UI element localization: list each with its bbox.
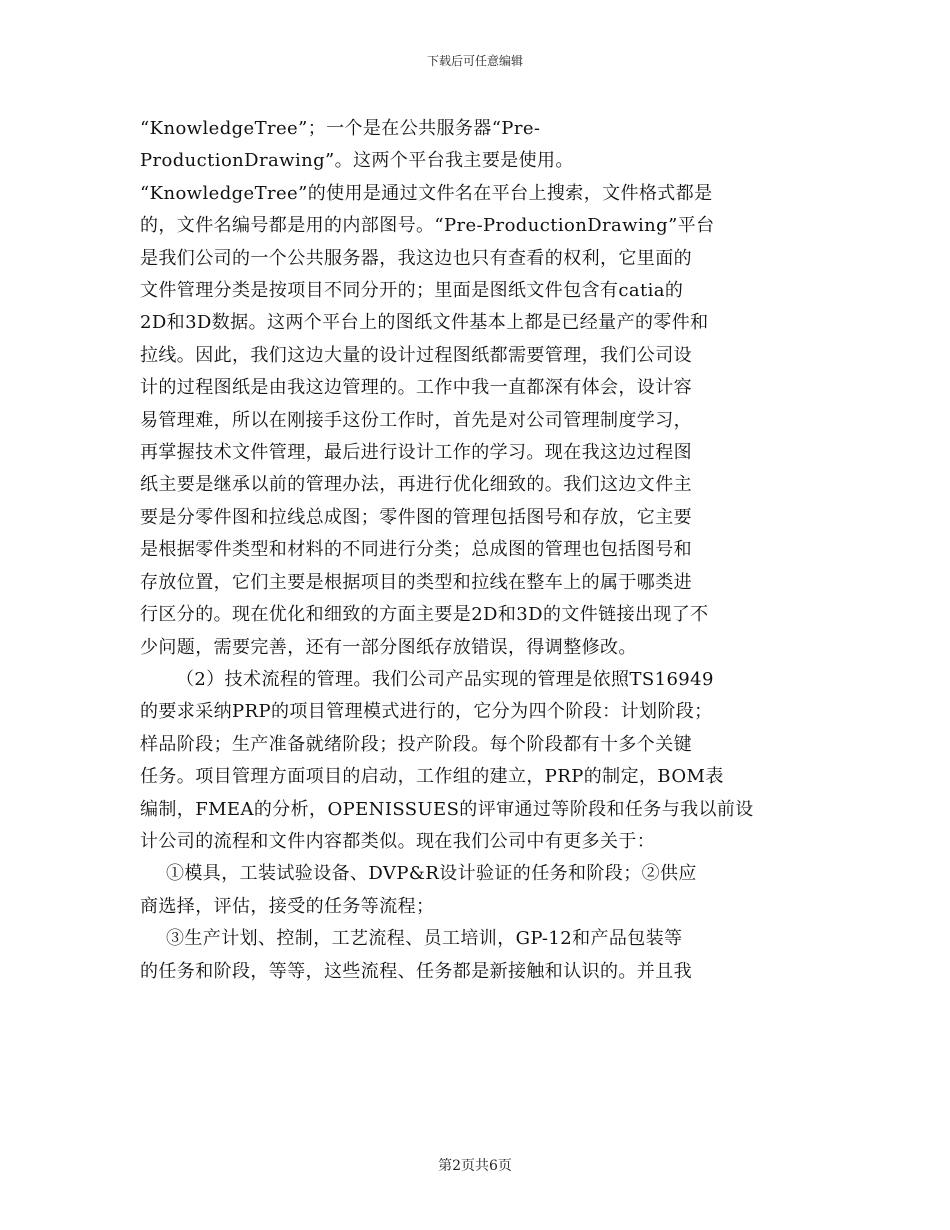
body-line: ①模具，工装试验设备、DVP&R设计验证的任务和阶段；②供应 — [166, 863, 697, 885]
body-line: 易管理难，所以在刚接手这份工作时，首先是对公司管理制度学习， — [140, 409, 692, 431]
page-header: 下载后可任意编辑 — [426, 54, 523, 68]
body-line: 少问题，需要完善，还有一部分图纸存放错误，得调整修改。 — [140, 636, 637, 658]
body-line: 编制，FMEA的分析，OPENISSUES的评审通过等阶段和任务与我以前设 — [140, 798, 754, 820]
body-line: 的任务和阶段，等等，这些流程、任务都是新接触和认识的。并且我 — [140, 960, 692, 982]
body-line: 是根据零件类型和材料的不同进行分类；总成图的管理也包括图号和 — [140, 539, 692, 561]
body-line: 纸主要是继承以前的管理办法，再进行优化细致的。我们这边文件主 — [140, 474, 692, 496]
body-line: 文件管理分类是按项目不同分开的；里面是图纸文件包含有catia的 — [140, 280, 684, 302]
body-line: 要是分零件图和拉线总成图；零件图的管理包括图号和存放，它主要 — [140, 506, 692, 528]
document-body — [140, 113, 812, 988]
body-line: ③生产计划、控制，工艺流程、员工培训，GP-12和产品包装等 — [166, 928, 683, 950]
body-line: 再掌握技术文件管理，最后进行设计工作的学习。现在我这边过程图 — [140, 442, 692, 464]
body-line: 的，文件名编号都是用的内部图号。“Pre-ProductionDrawing”平台 — [140, 215, 715, 237]
body-line: 是我们公司的一个公共服务器，我这边也只有查看的权利，它里面的 — [140, 247, 692, 269]
body-line: 存放位置，它们主要是根据项目的类型和拉线在整车上的属于哪类进 — [140, 571, 692, 593]
body-line: 商选择，评估，接受的任务等流程； — [140, 895, 435, 917]
body-line: “KnowledgeTree”的使用是通过文件名在平台上搜索，文件格式都是 — [140, 182, 713, 204]
body-line: ProductionDrawing”。这两个平台我主要是使用。 — [140, 150, 574, 172]
page-footer: 第2页共6页 — [438, 1158, 512, 1174]
body-line: 2D和3D数据。这两个平台上的图纸文件基本上都是已经量产的零件和 — [140, 312, 709, 334]
body-line: “KnowledgeTree”；一个是在公共服务器“Pre- — [140, 118, 541, 139]
body-line: 样品阶段；生产准备就绪阶段；投产阶段。每个阶段都有十多个关键 — [140, 733, 692, 755]
body-line: 任务。项目管理方面项目的启动，工作组的建立，PRP的制定，BOM表 — [140, 766, 724, 788]
body-line: 行区分的。现在优化和细致的方面主要是2D和3D的文件链接出现了不 — [140, 604, 709, 626]
body-line: （2）技术流程的管理。我们公司产品实现的管理是依照TS16949 — [176, 668, 714, 690]
body-line: 计公司的流程和文件内容都类似。现在我们公司中有更多关于： — [140, 830, 656, 852]
body-line: 拉线。因此，我们这边大量的设计过程图纸都需要管理，我们公司设 — [140, 344, 692, 366]
body-line: 计的过程图纸是由我这边管理的。工作中我一直都深有体会，设计容 — [140, 377, 692, 399]
body-line: 的要求采纳PRP的项目管理模式进行的，它分为四个阶段：计划阶段； — [140, 701, 713, 723]
